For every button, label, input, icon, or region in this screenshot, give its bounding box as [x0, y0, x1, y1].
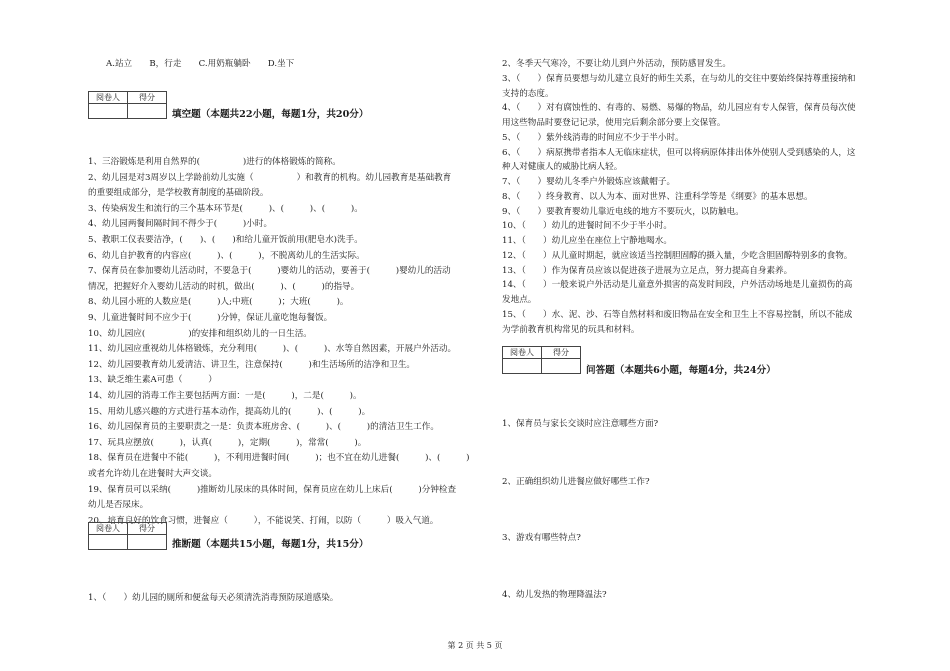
fill-question-line: 7、保育员在参加婴幼儿活动时，不要急于( )婴幼儿的活动，要善于( )婴幼儿的活动: [88, 266, 451, 277]
fill-question-line: 14、幼儿园的消毒工作主要包括两方面：一是( )，二是( )。: [88, 391, 362, 401]
judge-section-title: 推断题（本题共15小题，每题1分，共15分）: [172, 539, 369, 550]
judge-question-line: 2、冬季天气寒冷，不要让幼儿到户外活动，预防感冒发生。: [502, 59, 731, 69]
fill-question-line: 18、保育员在进餐中不能( )，不利用进餐时间( )；也不宜在幼儿进餐( )、( ): [88, 453, 470, 464]
score-box-qa: [502, 346, 581, 374]
fill-question-line: 1、三浴锻炼是利用自然界的( )进行的体格锻炼的简称。: [88, 157, 341, 167]
fill-question-line: 或者允许幼儿在进餐时大声交谈。: [88, 469, 217, 479]
fill-question-line: 16、幼儿园保育员的主要职责之一是：负责本班房舍、( )、( )的清洁卫生工作。: [88, 422, 439, 433]
qa-question-4: 4、幼儿发热的物理降温法?: [502, 590, 607, 600]
judge-question-line: 9、（ ）要教育婴幼儿靠近电线的地方不要玩火，以防触电。: [502, 206, 744, 217]
fill-question-line: 6、幼儿自护教育的内容应( )、( )，不脱离幼儿的生活实际。: [88, 250, 365, 261]
fill-question-line: 11、幼儿园应重视幼儿体格锻炼，充分利用( )、( )、水等自然因素，开展户外活动。: [88, 344, 457, 355]
judge-question-line: 13、（ ）作为保育员应该以促进孩子进展为立足点，努力提高自身素养。: [502, 265, 793, 276]
judge-question-line: 为学前教育机构常见的玩具和材料。: [502, 324, 640, 335]
judge-question-line: 5、（ ）紫外线消毒的时间应不少于半小时。: [502, 132, 684, 143]
fill-question-line: 5、教职工仪表要洁净，( )、( )和给儿童开饭前用(肥皂水)洗手。: [88, 235, 363, 245]
score-label: 得分: [128, 523, 167, 535]
fill-question-line: 2、幼儿园是对3周岁以上学龄前幼儿实施（ ）和教育的机构。幼儿园教育是基础教育: [88, 172, 452, 183]
judge-question-line: 15、（ ）水、泥、沙、石等自然材料和废旧物品在安全和卫生上不容易控制，所以不能成: [502, 309, 853, 320]
score-label: 得分: [128, 92, 167, 104]
fill-question-line: 幼儿是否尿床。: [88, 500, 149, 511]
fill-question-line: 12、幼儿园要教育幼儿爱清洁、讲卫生，注意保持( )和生活场所的洁净和卫生。: [88, 359, 416, 370]
qa-question-2: 2、正确组织幼儿进餐应做好哪些工作?: [502, 477, 650, 487]
score-label: 得分: [542, 347, 581, 359]
mc-options-line: A.站立 B，行走 C.用奶瓶躺卧 D.坐下: [106, 59, 295, 69]
judge-question-line: 11、（ ）幼儿应坐在座位上宁静地喝水。: [502, 236, 672, 246]
fill-question-line: 10、幼儿园应( )的安排和组织幼儿的一日生活。: [88, 328, 312, 339]
page-footer: 第 2 页 共 5 页: [447, 641, 503, 650]
fill-question-line: 17、玩具应摆放( )，认真( )，定期( )，常常( )。: [88, 437, 367, 448]
grader-label: 阅卷人: [503, 347, 542, 359]
fill-question-line: 情况，把握好介入婴幼儿活动的时机，做出( )、( )的指导。: [88, 281, 360, 292]
fill-question-line: 8、幼儿园小班的人数应是( )人;中班( )；大班( )。: [88, 297, 349, 308]
judge-question-line: 3、（ ）保育员要想与幼儿建立良好的师生关系，在与幼儿的交往中要始终保持尊重接纳和: [502, 73, 856, 84]
score-box-fill: [88, 91, 167, 119]
fill-question-line: 19、保育员可以采纳( )推断幼儿尿床的具体时间，保育员应在幼儿上床后( )分钟检查: [88, 484, 457, 495]
judge-question-line: 发地点。: [502, 295, 537, 305]
qa-question-3: 3、游戏有哪些特点?: [502, 533, 581, 543]
judge-question-line: 6、（ ）病原携带者指本人无临床症状，但可以将病原体排出体外使别人受到感染的人，这: [502, 147, 856, 158]
fill-question-line: 的重要组成部分，是学校教育制度的基础阶段。: [88, 188, 269, 199]
qa-question-1: 1、保育员与家长交谈时应注意哪些方面?: [502, 419, 659, 429]
judge-question-line: 10、（ ）幼儿的进餐时间不少于半小时。: [502, 221, 672, 232]
qa-section-title: 问答题（本题共6小题，每题4分，共24分）: [586, 365, 776, 376]
judge-question-1: 1、（ ）幼儿园的厕所和便盆每天必须清洗消毒预防尿道感染。: [88, 593, 339, 603]
judge-question-line: 12、（ ）从儿童时期起，就应该适当控制胆固醇的摄入量，少吃含胆固醇特别多的食物。: [502, 250, 853, 261]
fill-question-line: 4、幼儿园两餐间隔时间不得少于( )小时。: [88, 219, 273, 230]
fill-question-line: 13、缺乏维生素A可患（ ）: [88, 375, 217, 386]
grader-label: 阅卷人: [89, 523, 128, 535]
grader-label: 阅卷人: [89, 92, 128, 104]
judge-question-line: 支持的态度。: [502, 88, 554, 99]
judge-question-line: 种人对健康人的威胁比病人轻。: [502, 162, 623, 173]
fill-question-line: 15、用幼儿感兴趣的方式进行基本动作，提高幼儿的( )、( )。: [88, 406, 371, 417]
fill-question-line: 9、儿童进餐时间不应少于( )分钟，保证儿童吃饱每餐饭。: [88, 313, 333, 323]
judge-question-line: 用这些物品时要登记记录，使用完后剩余部分要上交保管。: [502, 118, 726, 128]
judge-question-line: 8、（ ）终身教育、以人为本、面对世界、注重科学等是《纲要》的基本思想。: [502, 191, 813, 202]
judge-question-line: 4、（ ）对有腐蚀性的、有毒的、易燃、易爆的物品，幼儿园应有专人保管，保育员每次使: [502, 103, 856, 114]
fill-section-title: 填空题（本题共22小题，每题1分，共20分）: [172, 109, 369, 120]
fill-question-line: 3、传染病发生和流行的三个基本环节是( )、( )、( )。: [88, 203, 363, 214]
fill-question-line: 20、培育良好的饮食习惯，进餐应（ ），不能说笑、打闹，以防（ ）吸入气道。: [88, 515, 439, 526]
score-box-judge: [88, 522, 167, 550]
judge-question-line: 14、（ ）一般来说户外活动是儿童意外损害的高发时间段，户外活动场地是儿童损伤的高: [502, 280, 853, 291]
judge-question-line: 7、（ ）婴幼儿冬季户外锻炼应该戴帽子。: [502, 177, 676, 187]
